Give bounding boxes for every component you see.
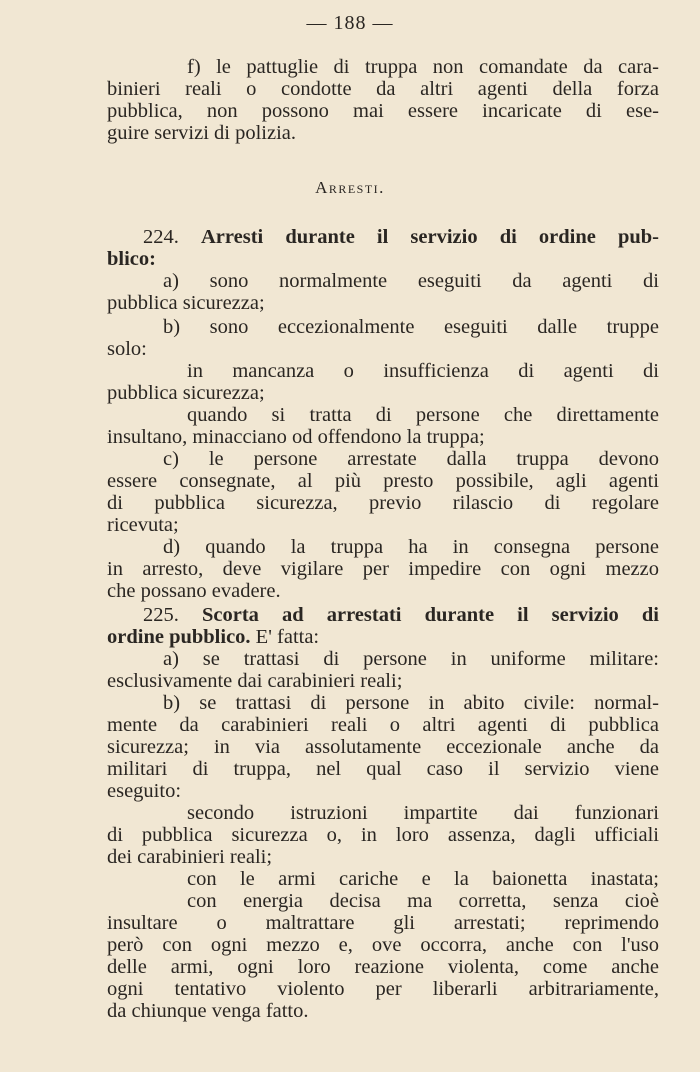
text-line: pubblica, non possono mai essere incaricate di ese-	[107, 100, 659, 122]
text-line: essere consegnate, al più presto possibile, agli agenti	[107, 470, 659, 492]
text-line: di pubblica sicurezza, previo rilascio di regolare	[107, 492, 659, 514]
article-number: 224.	[143, 226, 179, 248]
article-title: Arresti durante il servizio di ordine pub-	[201, 226, 660, 248]
text-line: quando si tratta di persone che direttamente	[187, 404, 659, 426]
article-224-heading	[143, 226, 659, 248]
article-title-cont: ordine pubblico.	[107, 626, 251, 648]
text-line: militari di truppa, nel qual caso il servizio viene	[107, 758, 659, 780]
article-number: 225.	[143, 604, 179, 626]
page-number: — 188 —	[306, 12, 394, 34]
text-line: però con ogni mezzo e, ove occorra, anche con l'uso	[107, 934, 659, 956]
text-line: d) quando la truppa ha in consegna persone	[163, 536, 659, 558]
article-title-cont: blico:	[107, 248, 156, 270]
text-line: a) se trattasi di persone in uniforme militare:	[163, 648, 659, 670]
text-line: ogni tentativo violento per liberarli arbitrariamente,	[107, 978, 659, 1000]
text-line: eseguito:	[107, 780, 182, 802]
text-line: b) se trattasi di persone in abito civile: normal-	[163, 692, 659, 714]
text-line: con energia decisa ma corretta, senza cioè	[187, 890, 659, 912]
article-title: Scorta ad arrestati durante il servizio di	[201, 604, 659, 626]
text-line: ricevuta;	[107, 514, 179, 536]
text-line	[107, 626, 659, 648]
text-line: binieri reali o condotte da altri agenti della forza	[107, 78, 659, 100]
text-line: in mancanza o insufficienza di agenti di	[187, 360, 659, 382]
text-line: delle armi, ogni loro reazione violenta, come anche	[107, 956, 659, 978]
article-225-heading	[143, 604, 659, 626]
text-line: di pubblica sicurezza o, in loro assenza, dagli ufficiali	[107, 824, 659, 846]
text-line: f) le pattuglie di truppa non comandate da cara-	[187, 56, 659, 78]
text-line: insultare o maltrattare gli arrestati; reprimendo	[107, 912, 659, 934]
text-line: da chiunque venga fatto.	[107, 1000, 309, 1022]
text-line	[107, 248, 659, 270]
section-heading: Arresti.	[315, 178, 385, 197]
text-line: dei carabinieri reali;	[107, 846, 273, 868]
text-line: pubblica sicurezza;	[107, 292, 265, 314]
text-line: in arresto, deve vigilare per impedire con ogni mezzo	[107, 558, 659, 580]
text-line: che possano evadere.	[107, 580, 281, 602]
text-line: c) le persone arrestate dalla truppa devono	[163, 448, 659, 470]
text-line: esclusivamente dai carabinieri reali;	[107, 670, 403, 692]
text-line: pubblica sicurezza;	[107, 382, 265, 404]
text-line: solo:	[107, 338, 147, 360]
text-line: sicurezza; in via assolutamente eccezionale anche da	[107, 736, 659, 758]
text-line: mente da carabinieri reali o altri agenti di pubblica	[107, 714, 659, 736]
text-line: insultano, minacciano od offendono la truppa;	[107, 426, 485, 448]
article-intro: E' fatta:	[255, 626, 320, 648]
text-line: b) sono eccezionalmente eseguiti dalle truppe	[163, 316, 659, 338]
text-line: con le armi cariche e la baionetta inastata;	[187, 868, 659, 890]
text-line: guire servizi di polizia.	[107, 122, 296, 144]
text-line: a) sono normalmente eseguiti da agenti di	[163, 270, 659, 292]
text-line: secondo istruzioni impartite dai funzionari	[187, 802, 659, 824]
